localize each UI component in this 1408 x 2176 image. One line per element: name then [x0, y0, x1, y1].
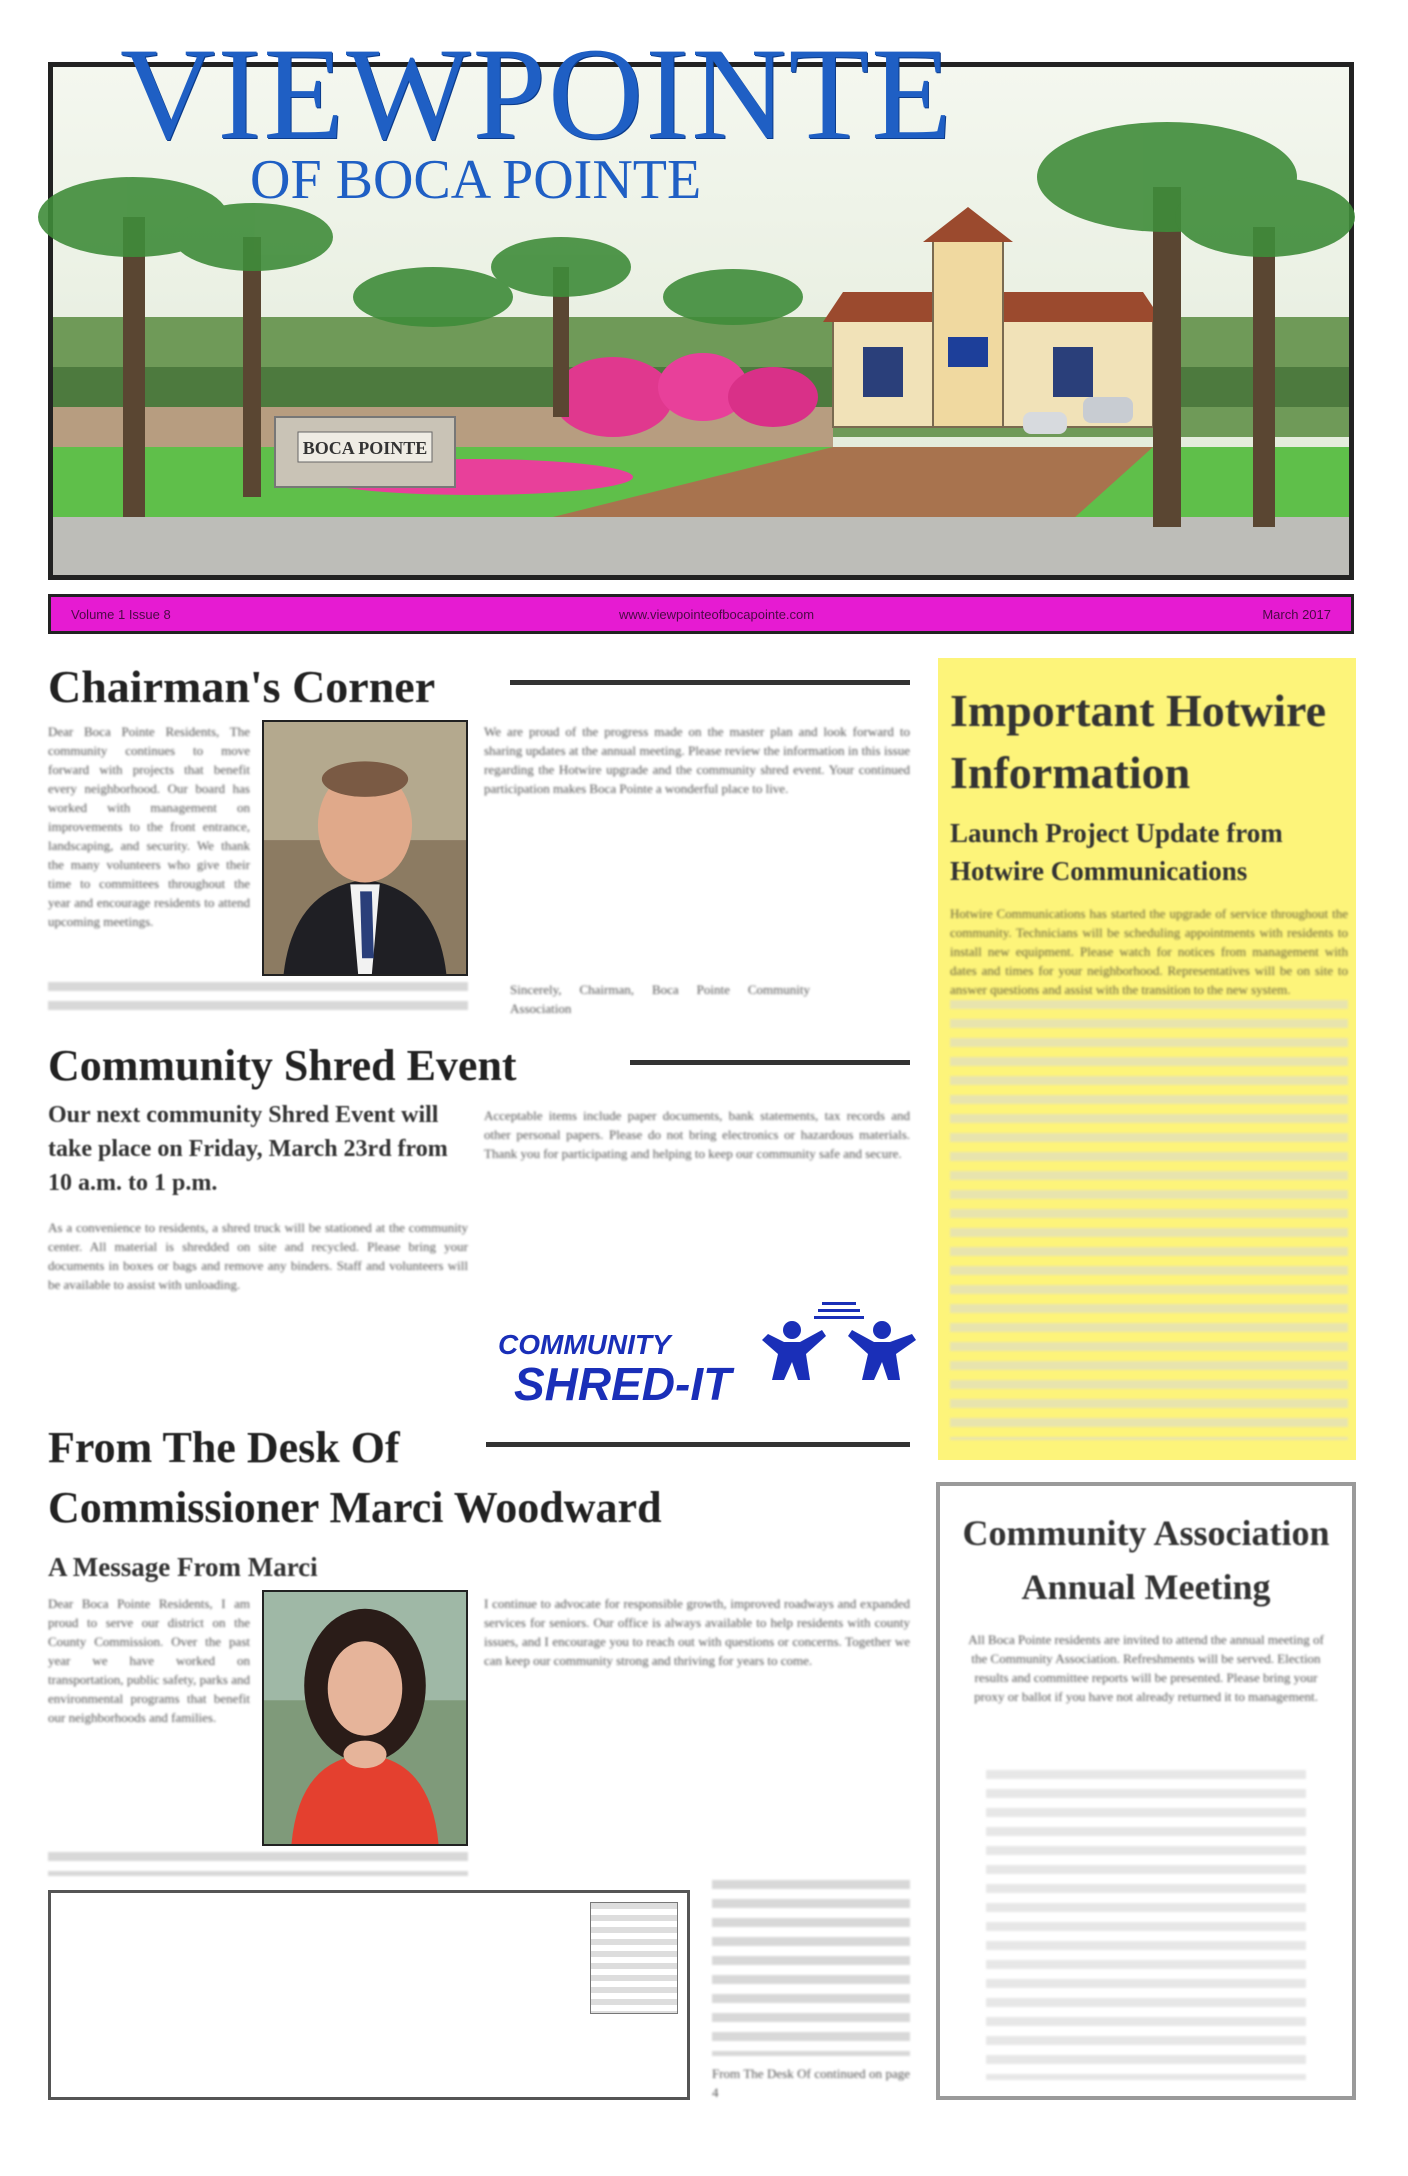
meeting-details-lines [986, 1770, 1306, 2080]
commissioner-photo [262, 1590, 468, 1846]
chairman-left-column-end [48, 982, 468, 1014]
commissioner-right-column: I continue to advocate for responsible growth, improved roadways and expanded services for seniors. Our office is always available to help residents with county issues, and I encourage you to reach out with questions or concerns. Together we can keep our community strong and thriving for years to come. [484, 1596, 910, 1668]
chairman-rule [510, 680, 910, 685]
hotwire-body-lines [950, 1000, 1348, 1440]
postage-indicia [590, 1902, 678, 2014]
commissioner-rule [486, 1442, 910, 1447]
chairman-right-column: We are proud of the progress made on the master plan and look forward to sharing updates at the annual meeting. Please review the information in this issue regarding the Hotwire upgrade and the community shred event. Your continued participation makes Boca Pointe a wonderful place to live. [484, 724, 910, 796]
commissioner-continued-note[interactable]: From The Desk Of continued on page 4 [712, 2066, 910, 2100]
shred-right-column: Acceptable items include paper documents, bank statements, tax records and other personal papers. Please do not bring electronics or hazardous materials. Thank you for participating and helping to keep our community safe and secure. [484, 1108, 910, 1161]
commissioner-left-column: Dear Boca Pointe Residents, I am proud to serve our district on the County Commission. Over the past year we have worked on transportation, public safety, parks and environmental programs that benefit our neighborhoods and families. [48, 1596, 250, 1725]
issue-date: March 2017 [1262, 606, 1331, 622]
shred-left-column: As a convenience to residents, a shred truck will be stationed at the community center. All material is shredded on site and recycled. Please bring your documents in boxes or bags and remove any binders. Staff and volunteers will be available to assist with unloading. [48, 1220, 468, 1292]
shred-it-logo [492, 1300, 912, 1410]
hotwire-title: Important Hotwire Information [950, 685, 1327, 798]
hotwire-subtitle: Launch Project Update from Hotwire Communications [950, 818, 1283, 886]
issue-label: Volume 1 Issue 8 [71, 606, 171, 622]
sign-text: BOCA POINTE [302, 438, 428, 458]
shred-rule [630, 1060, 910, 1065]
hotwire-body: Hotwire Communications has started the upgrade of service throughout the community. Technicians will be scheduling appointments with residents to install new equipment. Please watch for notices from management with dates and times for your neighborhood. Representatives will be on site to answer questions and assist with the transition to the new system. [950, 906, 1348, 997]
website-link[interactable]: www.viewpointeofbocapointe.com [618, 606, 815, 622]
masthead-subtitle: OF BOCA POINTE [250, 149, 702, 211]
shred-people-icon [762, 1302, 916, 1380]
meeting-title: Community Association Annual Meeting [962, 1513, 1330, 1607]
masthead-title: VIEWPOINTE [120, 20, 954, 167]
commissioner-headline-line2: Commissioner Marci Woodward [48, 1483, 662, 1532]
commissioner-left-column-end [48, 1852, 468, 1876]
chairman-photo [262, 720, 468, 976]
meeting-body: All Boca Pointe residents are invited to attend the annual meeting of the Community Association. Refreshments will be served. Election results and committee reports will be presented. Please bring your proxy or ballot if you have not already returned it to management. [968, 1632, 1324, 1704]
chairman-left-column: Dear Boca Pointe Residents, The community continues to move forward with projects that benefit every neighborhood. Our board has worked with management on improvements to the front entrance, landscaping, and security. We thank the many volunteers who give their time to committees throughout the year and encourage residents to attend upcoming meetings. [48, 724, 250, 929]
commissioner-continued-column [712, 1880, 910, 2056]
shred-logo-line2: SHRED-IT [514, 1358, 732, 1410]
chairman-headline: Chairman's Corner [48, 661, 436, 712]
chairman-signature: Sincerely, Chairman, Boca Pointe Community Association [510, 982, 810, 1016]
commissioner-headline-line1: From The Desk Of [48, 1423, 400, 1472]
shred-headline: Community Shred Event [48, 1041, 517, 1090]
shred-logo-line1: COMMUNITY [498, 1329, 671, 1360]
info-bar [48, 594, 1354, 634]
commissioner-subhead: A Message From Marci [48, 1552, 318, 1582]
shred-deck: Our next community Shred Event will take place on Friday, March 23rd from 10 a.m. to 1 p.m. [48, 1102, 448, 1196]
